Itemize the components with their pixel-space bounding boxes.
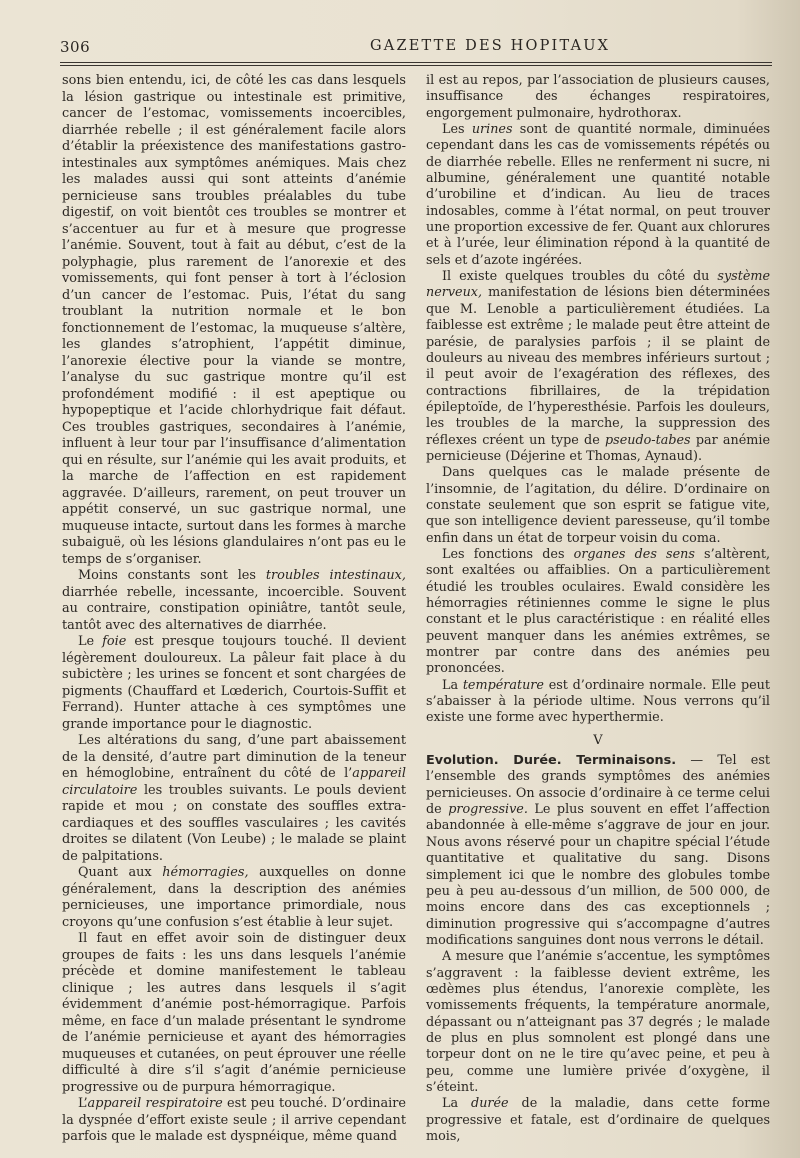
paragraph-temperature: La température est d’ordinaire normale. Elle peut s’abaisser à la période ultime. Nous verrons qu’il existe une forme avec hyperthermie. xyxy=(426,677,770,726)
running-title: GAZETTE DES HOPITAUX xyxy=(370,38,611,54)
page-header xyxy=(60,38,770,62)
paragraph-gastric: sons bien entendu, ici, de côté les cas dans lesquels la lésion gastrique ou intestinale est primitive, cancer de l’estomac, vomissements incoercibles, diarrhée rebelle ; il est généralement facile alors d’établir la préexistence des manifestations gastro-intestinales aux symptômes anémiques. Mais chez les malades aussi qui sont atteints d’anémie pernicieuse sans troubles préalables du tube digestif, on voit bientôt ces troubles se montrer et s’accentuer au fur et à mesure que progresse l’anémie. Souvent, tout à fait au début, c’est de la polyphagie, plus rarement de l’anorexie et des vomissements, qui font penser à tort à l’éclosion d’un cancer de l’estomac. Puis, l’état du sang troublant la nutrition normale et le bon fonctionnement de l’estomac, la muqueuse s’altère, les glandes s’atrophient, l’appétit diminue, l’anorexie élective pour la viande se montre, l’analyse du suc gastrique montre qu’il est profondément modifié : il est apeptique ou hypopeptique et l’acide chlorhydrique fait défaut. Ces troubles gastriques, secondaires à l’anémie, influent à leur tour par l’insuffisance d’alimentation qui en résulte, sur l’anémie qui les avait produits, et la marche de l’affection en est rapidement aggravée. D’ailleurs, rarement, on peut trouver un appétit conservé, un suc gastrique normal, une muqueuse intacte, surtout dans les formes à marche subaiguë, où les lésions glandulaires n’ont pas eu le temps de s’organiser. xyxy=(62,73,406,567)
paragraph-senses: Les fonctions des organes des sens s’altèrent, sont exaltées ou affaiblies. On a particulièrement étudié les troubles oculaires. Ewald considère les hémorragies rétiniennes comme le signe le plus constant et le plus caractéristique : en réalité elles peuvent manquer dans les anémies extrêmes, se montrer par contre dans des anémies peu prononcées. xyxy=(426,546,770,677)
paragraph-duration: La durée de la maladie, dans cette forme progressive et fatale, est d’ordinaire de quelques mois, xyxy=(426,1096,770,1144)
paragraph-evolution: Evolution. Durée. Terminaisons. — Tel est l’ensemble des grands symptômes des anémies pernicieuses. On associe d’ordinaire à ce terme celui de progressive. Le plus souvent en effet l’affection abandonnée à elle-même s’aggrave de jour en jour. Nous avons réservé pour un chapitre spécial l’étude quantitative et qualitative du sang. Disons simplement ici que le nombre des globules tombe peu à peu au-dessous d’un million, de 500 000, de moins encore dans des cas exceptionnels ; diminution progressive qui s’accompagne d’autres modifications sanguines dont nous verrons le détail. xyxy=(426,753,770,948)
paragraph-respiratory: L’appareil respiratoire est peu touché. D’ordinaire la dyspnée d’effort existe seule ; il arrive cependant parfois que le malade est dyspnéique, même quand xyxy=(62,1096,406,1144)
header-rule-thick xyxy=(60,62,772,63)
paragraph-aggravation: A mesure que l’anémie s’accentue, les symptômes s’aggravent : la faiblesse devient extrême, les œdèmes plus étendus, l’anorexie complète, les vomissements fréquents, la température anormale, dépassant ou n’atteignant pas 37 degrés ; le malade de plus en plus somnolent est plongé dans une torpeur dont on ne le tire qu’avec peine, et peu à peu, comme une lumière privée d’oxygène, il s’éteint. xyxy=(426,949,770,1095)
paragraph-respiratory-cont: il est au repos, par l’association de plusieurs causes, insuffisance des échanges respiratoires, engorgement pulmonaire, hydrothorax. xyxy=(426,73,770,121)
left-column xyxy=(62,73,406,1146)
page-number: 306 xyxy=(60,38,91,56)
section-heading: Evolution. Durée. Terminaisons. xyxy=(426,753,677,769)
header-rule-thin xyxy=(60,65,772,66)
paragraph-nervous-system: Il existe quelques troubles du côté du système nerveux, manifestation de lésions bien déterminées que M. Lenoble a particulièrement étudiées. La faiblesse est extrême ; le malade peut être atteint de parésie, de paralysies parfois ; il se plaint de douleurs au niveau des membres inférieurs surtout ; il peut avoir de l’exagération des réflexes, des contractions fibrillaires, de la trépidation épileptoïde, de l’hyperesthésie. Parfois les douleurs, les troubles de la marche, la suppression des réflexes créent un type de pseudo-tabes par anémie pernicieuse (Déjerine et Thomas, Aynaud). xyxy=(426,269,770,464)
paragraph-urines: Les urines sont de quantité normale, diminuées cependant dans les cas de vomissements répétés ou de diarrhée rebelle. Elles ne renferment ni sucre, ni albumine, généralement une quantité notable d’urobiline et d’indican. Au lieu de traces indosables, comme à l’état normal, on peut trouver une proportion excessive de fer. Quant aux chlorures et à l’urée, leur élimination répond à la quantité de sels et d’azote ingérées. xyxy=(426,122,770,268)
section-numeral: V xyxy=(593,732,603,748)
paragraph-distinction: Il faut en effet avoir soin de distinguer deux groupes de faits : les uns dans lesquels l’anémie précède et domine manifestement le tableau clinique ; les autres dans lesquels il s’agit évidemment d’anémie post-hémorragique. Parfois même, en face d’un malade présentant le syndrome de l’anémie pernicieuse et ayant des hémorragies muqueuses et cutanées, on peut éprouver une réelle difficulté à dire s’il s’agit d’anémie pernicieuse progressive ou de purpura hémorragique. xyxy=(62,931,406,1095)
paragraph-liver: Le foie est presque toujours touché. Il devient légèrement douloureux. La pâleur fait place à du subictère ; les urines se foncent et sont chargées de pigments (Chauffard et Lœderich, Courtois-Suffit et Ferrand). Hunter attache à ces symptômes une grande importance pour le diagnostic. xyxy=(62,634,406,732)
paragraph-mental: Dans quelques cas le malade présente de l’insomnie, de l’agitation, du délire. D’ordinaire on constate seulement que son esprit se fatigue vite, que son intelligence devient paresseuse, qu’il tombe enfin dans un état de torpeur voisin du coma. xyxy=(426,465,770,546)
right-column xyxy=(426,73,770,1145)
paragraph-intestinal: Moins constants sont les troubles intestinaux, diarrhée rebelle, incessante, incoercible. Souvent au contraire, constipation opiniâtre, tantôt seule, tantôt avec des alternatives de diarrhée. xyxy=(62,568,406,633)
paragraph-circulatory: Les altérations du sang, d’une part abaissement de la densité, d’autre part diminution de la teneur en hémoglobine, entraînent du côté de l’appareil circulatoire les troubles suivants. Le pouls devient rapide et mou ; on constate des souffles extra-cardiaques et des souffles vasculaires ; les cavités droites se dilatent (Von Leube) ; le malade se plaint de palpitations. xyxy=(62,733,406,864)
paragraph-hemorrhages: Quant aux hémorragies, auxquelles on donne généralement, dans la description des anémies pernicieuses, une importance primordiale, nous croyons qu’une confusion s’est établie à leur sujet. xyxy=(62,865,407,930)
